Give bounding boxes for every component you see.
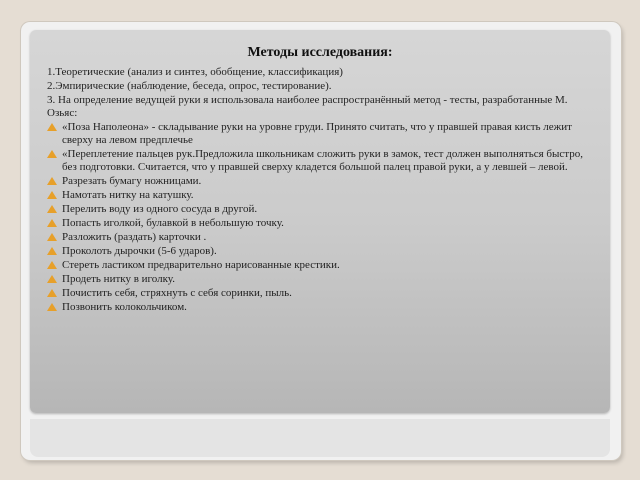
list-item: [47, 245, 587, 258]
list-item: [47, 148, 587, 174]
slide-footer-band: [30, 419, 610, 457]
bullet-triangle-icon: [47, 123, 57, 131]
bullet-triangle-icon: [47, 205, 57, 213]
list-item-text: Проколоть дырочки (5-6 ударов).: [62, 245, 217, 257]
numbered-item-2: 2.Эмпирические (наблюдение, беседа, опрос, тестирование).: [47, 80, 332, 92]
list-item: [47, 121, 587, 147]
list-item: [47, 175, 587, 188]
list-item: [47, 273, 587, 286]
list-item: [47, 217, 587, 230]
list-item-text: Стереть ластиком предварительно нарисованные крестики.: [62, 259, 340, 271]
list-item-text: Попасть иголкой, булавкой в небольшую точку.: [62, 217, 284, 229]
bullet-triangle-icon: [47, 233, 57, 241]
list-item-text: Разложить (раздать) карточки .: [62, 231, 207, 243]
list-item-text: Намотать нитку на катушку.: [62, 189, 194, 201]
list-item-text: «Переплетение пальцев рук.Предложила школьникам сложить руки в замок, тест должен выполняться быстро, без подготовки. Считается, что у правшей сверху кладется большой палец правой руки, а у левшей – левой.: [62, 148, 583, 173]
slide-title: Методы исследования:: [247, 45, 393, 60]
list-item: [47, 231, 587, 244]
bullet-triangle-icon: [47, 289, 57, 297]
numbered-item-3: 3. На определение ведущей руки я использовала наиболее распространённый метод - тесты, разработанные М. Озьяс:: [47, 94, 568, 119]
slide-content: [47, 66, 587, 315]
list-item: [47, 287, 587, 300]
list-item-text: Продеть нитку в иголку.: [62, 273, 175, 285]
bullet-triangle-icon: [47, 247, 57, 255]
bullet-triangle-icon: [47, 191, 57, 199]
list-item: [47, 301, 587, 314]
bullet-triangle-icon: [47, 261, 57, 269]
list-item-text: Почистить себя, стряхнуть с себя соринки, пыль.: [62, 287, 292, 299]
bullet-triangle-icon: [47, 219, 57, 227]
list-item-text: Позвонить колокольчиком.: [62, 301, 187, 313]
bullet-triangle-icon: [47, 150, 57, 158]
test-methods-list: [47, 121, 587, 314]
list-item-text: «Поза Наполеона» - складывание руки на уровне груди. Принято считать, что у правшей правая кисть лежит сверху на левом предплечье: [62, 121, 572, 146]
bullet-triangle-icon: [47, 275, 57, 283]
list-item: [47, 189, 587, 202]
list-item: [47, 259, 587, 272]
bullet-triangle-icon: [47, 177, 57, 185]
numbered-item-1: 1.Теоретические (анализ и синтез, обобщение, классификация): [47, 66, 343, 78]
bullet-triangle-icon: [47, 303, 57, 311]
list-item: [47, 203, 587, 216]
list-item-text: Перелить воду из одного сосуда в другой.: [62, 203, 258, 215]
list-item-text: Разрезать бумагу ножницами.: [62, 175, 202, 187]
